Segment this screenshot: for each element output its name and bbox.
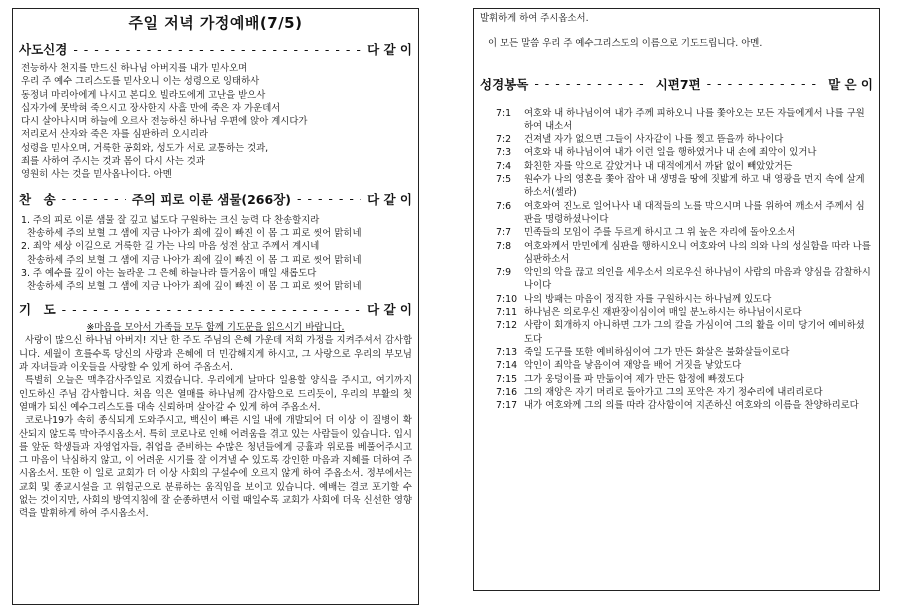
verse-text: 그의 재앙은 자기 머리로 돌아가고 그의 포악은 자기 정수리에 내리리로다 [524, 386, 823, 398]
prayer-closing: 이 모든 말씀 우리 주 예수그리스도의 이름으로 기도드립니다. 아멘. [488, 38, 763, 50]
verse-text: 민족들의 모임이 주를 두르게 하시고 그 위 높은 자리에 돌아오소서 [524, 227, 796, 239]
verse-text: 여호와께서 만민에게 심판을 행하시오니 여호와여 나의 의와 나의 성실함을 따라 나를 심판하소서 [524, 240, 871, 265]
creed-line: 동정녀 마리아에게 나시고 본디오 빌라도에게 고난을 받으사 [21, 89, 266, 101]
verse-row [496, 319, 873, 346]
verse-number: 7:17 [496, 400, 518, 412]
prayer-heading-right: 다 같 이 [367, 302, 412, 318]
verse-number: 7:15 [496, 373, 518, 385]
divider [73, 42, 361, 57]
prayer-paragraph: 사랑이 많으신 하나님 아버지! 지난 한 주도 주님의 은혜 가운데 저희 가정을 지켜주셔서 감사합니다. 세월이 흐를수록 당신의 사랑과 은혜에 더 민감해지게 하시고, 그 사랑으로 우리의 부모님과 자녀들과 이웃들을 사랑할 수 있게 하여 주옵소서. [19, 335, 412, 374]
creed-line: 우리 주 예수 그리스도를 믿사오니 이는 성령으로 잉태하사 [21, 76, 260, 88]
hymn-line: 1. 주의 피로 이룬 샘물 잘 깊고 넓도다 구원하는 크신 능력 다 찬송할지라 [21, 214, 320, 226]
verse-text: 여호와여 진노로 일어나사 내 대적들의 노를 막으시며 나를 위하여 깨소서 주께서 심판을 명령하셨나이다 [524, 200, 865, 225]
verse-number: 7:4 [496, 160, 512, 172]
hymn-title: 주의 피로 이룬 샘물(266장) [131, 191, 291, 207]
verse-row [496, 133, 873, 146]
verse-text: 원수가 나의 영혼을 쫓아 잡아 내 생명을 땅에 짓밟게 하고 내 영광을 먼지 속에 살게 하소서(셀라) [524, 174, 865, 199]
creed-heading [19, 40, 412, 58]
creed-line: 십자가에 못박혀 죽으시고 장사한지 사흘 만에 죽은 자 가운데서 [21, 102, 281, 114]
verse-number: 7:16 [496, 386, 518, 398]
prayer-heading [19, 300, 412, 318]
verse-row [496, 107, 873, 134]
divider [62, 302, 361, 317]
hymn-heading-right: 다 같 이 [367, 191, 412, 207]
verse-number: 7:13 [496, 346, 518, 358]
verse-text: 여호와 내 하나님이여 내가 이런 일을 행하였거나 내 손에 죄악이 있거나 [524, 147, 817, 159]
prayer-paragraph: 코로나19가 속히 종식되게 도와주시고, 백신이 빠른 시일 내에 개발되어 더 이상 이 질병이 확산되지 않도록 막아주시옵소서. 특히 코로나로 인해 어려움을 겪고 있는 사람들이 있습니다. 입시를 앞둔 학생들과 자영업자들, 취업을 준비하는 수많은 청년들에게 긍휼과 위로를 베풀어주시고 그 마음이 낙심하지 않고, 이 어려운 시기를 잘 이겨낼 수 있도록 강인한 마음과 지혜를 더하여 주시옵소서. 또한 이 일로 교회가 더 이상 사회의 구설수에 오르지 않게 하여 주옵소서. 정부에서는 교회 및 종교시설을 고 위험군으로 분류하는 움직임을 보이고 있습니다. 예배는 결코 포기할 수 없는 것이지만, 사회의 방역지침에 잘 순종하면서 이럴 때일수록 교회가 사회에 더욱 신선한 영향력을 발휘하게 하여 주시옵소서. [19, 415, 412, 520]
hymn-lyrics [13, 214, 418, 294]
verse-number: 7:11 [496, 307, 518, 319]
hymn-line: 3. 주 예수를 깊이 아는 놀라운 그 은혜 하늘나라 뜰거움이 매일 새롭도다 [21, 267, 317, 279]
reading-heading-label: 성경봉독 [480, 76, 529, 92]
verse-row [496, 386, 873, 399]
verse-number: 7:1 [496, 107, 512, 119]
hymn-line: 찬송하세 주의 보혈 그 샘에 지금 나아가 죄에 깊이 빠진 이 몸 그 피로 씻어 맑히네 [27, 227, 362, 239]
creed-line: 다시 살아나시며 하늘에 오르사 전능하신 하나님 우편에 앉아 계시다가 [21, 116, 308, 128]
verse-number: 7:10 [496, 293, 518, 305]
reading-passage: 시편7편 [655, 76, 701, 92]
verse-number: 7:14 [496, 360, 518, 372]
verse-number: 7:5 [496, 174, 512, 186]
creed-line: 죄를 사하여 주시는 것과 몸이 다시 사는 것과 [21, 156, 205, 168]
verse-row [496, 266, 873, 293]
right-column [473, 8, 880, 591]
hymn-line: 2. 죄악 세상 이길으로 거룩한 길 가는 나의 마음 성전 삼고 주께서 계시네 [21, 241, 320, 253]
creed-heading-right: 다 같 이 [367, 42, 412, 57]
hymn-heading-label: 찬 송 [19, 191, 56, 207]
verse-row [496, 160, 873, 173]
verse-text: 그가 웅덩이를 파 만듦이여 제가 만든 함정에 빠졌도다 [524, 373, 745, 385]
verse-number: 7:12 [496, 320, 518, 332]
divider [707, 76, 822, 91]
creed-text [13, 62, 418, 182]
creed-line: 저리로서 산자와 죽은 자를 심판하러 오시리라 [21, 129, 208, 141]
verse-row [496, 346, 873, 359]
creed-line: 전능하사 천지를 만드신 하나님 아버지를 내가 믿사오며 [21, 63, 248, 74]
verse-number: 7:3 [496, 147, 512, 159]
verse-text: 내가 여호와께 그의 의를 따라 감사함이여 지존하신 여호와의 이름을 찬양하리로다 [524, 400, 859, 412]
verse-number: 7:6 [496, 200, 512, 212]
verse-row [496, 293, 873, 306]
page-title: 주일 저녁 가정예배(7/5) [128, 14, 303, 32]
divider [62, 191, 126, 206]
verse-row [496, 173, 873, 200]
verse-text: 나의 방패는 마음이 정직한 자를 구원하시는 하나님께 있도다 [524, 293, 772, 305]
verse-text: 죽일 도구를 또한 예비하심이여 그가 만든 화살은 불화살들이로다 [524, 346, 790, 358]
prayer-continued: 발휘하게 하여 주시옵소서. [480, 13, 589, 24]
left-column [12, 8, 419, 605]
verse-number: 7:7 [496, 227, 512, 239]
verse-row [496, 146, 873, 159]
verse-row [496, 399, 873, 412]
verse-text: 하나님은 의로우신 재판장이심이여 매일 분노하시는 하나님이시로다 [524, 307, 802, 319]
creed-heading-label: 사도신경 [19, 42, 68, 57]
verse-text: 여호와 내 하나님이여 내가 주께 피하오니 나를 쫓아오는 모든 자들에게서 나를 구원하여 내소서 [524, 107, 865, 132]
verse-text: 악인의 악을 끊고 의인을 세우소서 의로우신 하나님이 사람의 마음과 양심을 감찰하시나이다 [524, 267, 871, 292]
verse-text: 사람이 회개하지 아니하면 그가 그의 칼을 가심이여 그의 활을 이미 당기어 예비하셨도다 [524, 320, 865, 345]
reading-heading-right: 맡 은 이 [828, 76, 873, 92]
verse-row [496, 373, 873, 386]
verse-text: 화친한 자를 악으로 갚았거나 내 대적에게서 까닭 없이 빼았았거든 [524, 160, 793, 172]
divider [297, 191, 361, 206]
verse-row [496, 240, 873, 267]
hymn-line: 찬송하세 주의 보혈 그 샘에 지금 나아가 죄에 깊이 빠진 이 몸 그 피로 씻어 맑히네 [27, 281, 362, 293]
verse-number: 7:9 [496, 267, 512, 279]
prayer-paragraph: 특별히 오늘은 맥추감사주일로 지켰습니다. 우리에게 날마다 일용할 양식을 주시고, 여기까지 인도하신 주님 감사합니다. 처음 익은 열매를 하나님께 감사함으로 드리듯이, 우리의 부활의 첫 열매가 되신 예수그리스도를 대속 신뢰하며 살아갈 수 있게 하여 주옵소서. [19, 375, 412, 413]
verse-row [496, 306, 873, 319]
verse-text: 건져낼 자가 없으면 그들이 사자같이 나를 찢고 뜯을까 하나이다 [524, 134, 784, 146]
creed-line: 영원히 사는 것을 믿사옵나이다. 아멘 [21, 169, 172, 181]
reading-heading [480, 75, 873, 93]
verse-row [496, 226, 873, 239]
hymn-heading [19, 190, 412, 208]
scripture-passage [474, 107, 879, 413]
creed-line: 성령을 믿사오며, 거룩한 공회와, 성도가 서로 교통하는 것과, [21, 142, 269, 154]
verse-row [496, 200, 873, 227]
prayer-heading-label: 기 도 [19, 302, 56, 318]
verse-row [496, 359, 873, 372]
prayer-note: ※마음을 모아서 가족들 모두 함께 기도문을 읽으시기 바랍니다. [86, 322, 345, 334]
hymn-line: 찬송하세 주의 보혈 그 샘에 지금 나아가 죄에 깊이 빠진 이 몸 그 피로 씻어 맑히네 [27, 254, 362, 266]
verse-number: 7:2 [496, 134, 512, 146]
verse-text: 악인이 죄악을 낳음이여 재앙을 배어 거짓을 낳았도다 [524, 360, 742, 372]
divider [534, 76, 649, 91]
verse-number: 7:8 [496, 240, 512, 252]
